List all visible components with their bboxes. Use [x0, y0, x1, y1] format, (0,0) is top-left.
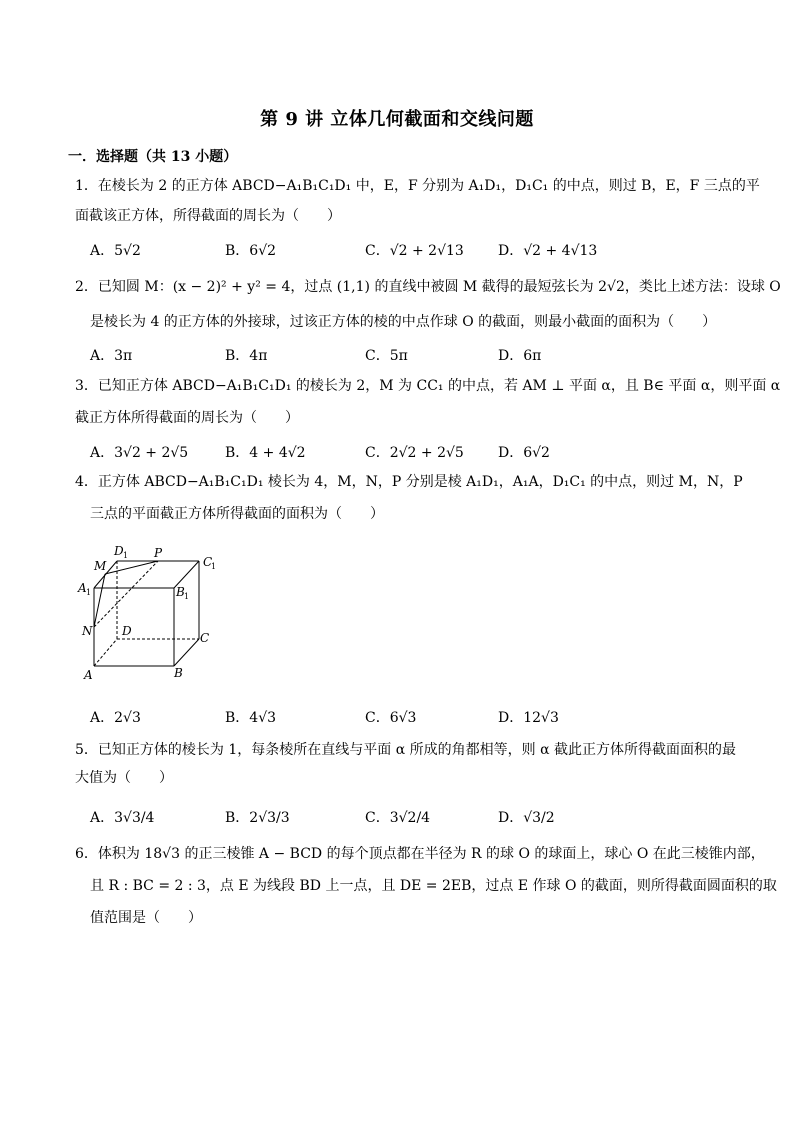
- question-6-line-1: 6．体积为 18√3 的正三棱锥 A − BCD 的每个顶点都在半径为 R 的球 O 的球面上，球心 O 在此三棱锥内部，: [75, 846, 765, 862]
- label-d: D: [122, 624, 132, 638]
- question-5-line-2: 大值为（ ）: [75, 770, 173, 786]
- cube-figure: [72, 538, 232, 688]
- q2-option-d: D．6π: [498, 348, 542, 364]
- label-c: C: [200, 631, 210, 645]
- question-3-line-2: 截正方体所得截面的周长为（ ）: [75, 410, 299, 426]
- question-6-line-2: 且 R : BC = 2 : 3，点 E 为线段 BD 上一点，且 DE = 2EB，过点 E 作球 O 的截面，则所得截面圆面积的取: [90, 878, 777, 894]
- label-d1-sub: 1: [123, 551, 129, 560]
- q3-option-a: A．3√2 + 2√5: [90, 445, 189, 461]
- page-title: 第 9 讲 立体几何截面和交线问题: [260, 109, 534, 130]
- label-b1: B: [176, 585, 185, 599]
- question-2-line-1: 2．已知圆 M：(x − 2)² + y² = 4，过点 (1,1) 的直线中被圆 M 截得的最短弦长为 2√2，类比上述方法：设球 O: [75, 279, 781, 295]
- cube-diagram: [72, 538, 232, 688]
- question-6-line-3: 值范围是（ ）: [90, 910, 202, 926]
- q4-option-a: A．2√3: [90, 710, 141, 726]
- q5-option-c: C．3√2/4: [365, 810, 431, 826]
- q1-option-c: C．√2 + 2√13: [365, 243, 464, 259]
- label-m: M: [94, 559, 107, 573]
- q4-option-d: D．12√3: [498, 710, 559, 726]
- q1-option-b: B．6√2: [225, 243, 277, 259]
- label-d1: D: [114, 544, 124, 558]
- q5-option-d: D．√3/2: [498, 810, 555, 826]
- question-2-line-2: 是棱长为 4 的正方体的外接球，过该正方体的棱的中点作球 O 的截面，则最小截面的面积为（ ）: [90, 314, 717, 330]
- label-p: P: [154, 546, 163, 560]
- label-a1: A: [78, 581, 87, 595]
- label-n: N: [82, 624, 93, 638]
- label-a: A: [84, 668, 93, 682]
- label-b: B: [174, 666, 183, 680]
- q4-option-c: C．6√3: [365, 710, 417, 726]
- label-c1-sub: 1: [211, 562, 217, 571]
- q4-option-b: B．4√3: [225, 710, 277, 726]
- q2-option-b: B．4π: [225, 348, 268, 364]
- q2-option-a: A．3π: [90, 348, 133, 364]
- q3-option-b: B．4 + 4√2: [225, 445, 306, 461]
- section-heading: 一．选择题（共 13 小题）: [68, 149, 238, 165]
- q5-option-b: B．2√3/3: [225, 810, 290, 826]
- q1-option-a: A．5√2: [90, 243, 141, 259]
- q3-option-c: C．2√2 + 2√5: [365, 445, 464, 461]
- question-5-line-1: 5．已知正方体的棱长为 1，每条棱所在直线与平面 α 所成的角都相等，则 α 截此正方体所得截面面积的最: [75, 742, 736, 758]
- q5-option-a: A．3√3/4: [90, 810, 155, 826]
- question-1-line-1: 1．在棱长为 2 的正方体 ABCD−A₁B₁C₁D₁ 中，E，F 分别为 A₁D₁，D₁C₁ 的中点，则过 B，E，F 三点的平: [75, 178, 760, 194]
- question-4-line-2: 三点的平面截正方体所得截面的面积为（ ）: [90, 506, 384, 522]
- q3-option-d: D．6√2: [498, 445, 550, 461]
- question-3-line-1: 3．已知正方体 ABCD−A₁B₁C₁D₁ 的棱长为 2，M 为 CC₁ 的中点，若 AM ⊥ 平面 α，且 B∈ 平面 α，则平面 α: [75, 378, 781, 394]
- question-4-line-1: 4．正方体 ABCD−A₁B₁C₁D₁ 棱长为 4，M，N，P 分别是棱 A₁D₁，A₁A，D₁C₁ 的中点，则过 M，N，P: [75, 474, 743, 490]
- q2-option-c: C．5π: [365, 348, 408, 364]
- label-b1-sub: 1: [184, 592, 190, 601]
- label-a1-sub: 1: [86, 588, 92, 597]
- q1-option-d: D．√2 + 4√13: [498, 243, 598, 259]
- label-c1: C: [203, 555, 213, 569]
- question-1-line-2: 面截该正方体，所得截面的周长为（ ）: [75, 208, 341, 224]
